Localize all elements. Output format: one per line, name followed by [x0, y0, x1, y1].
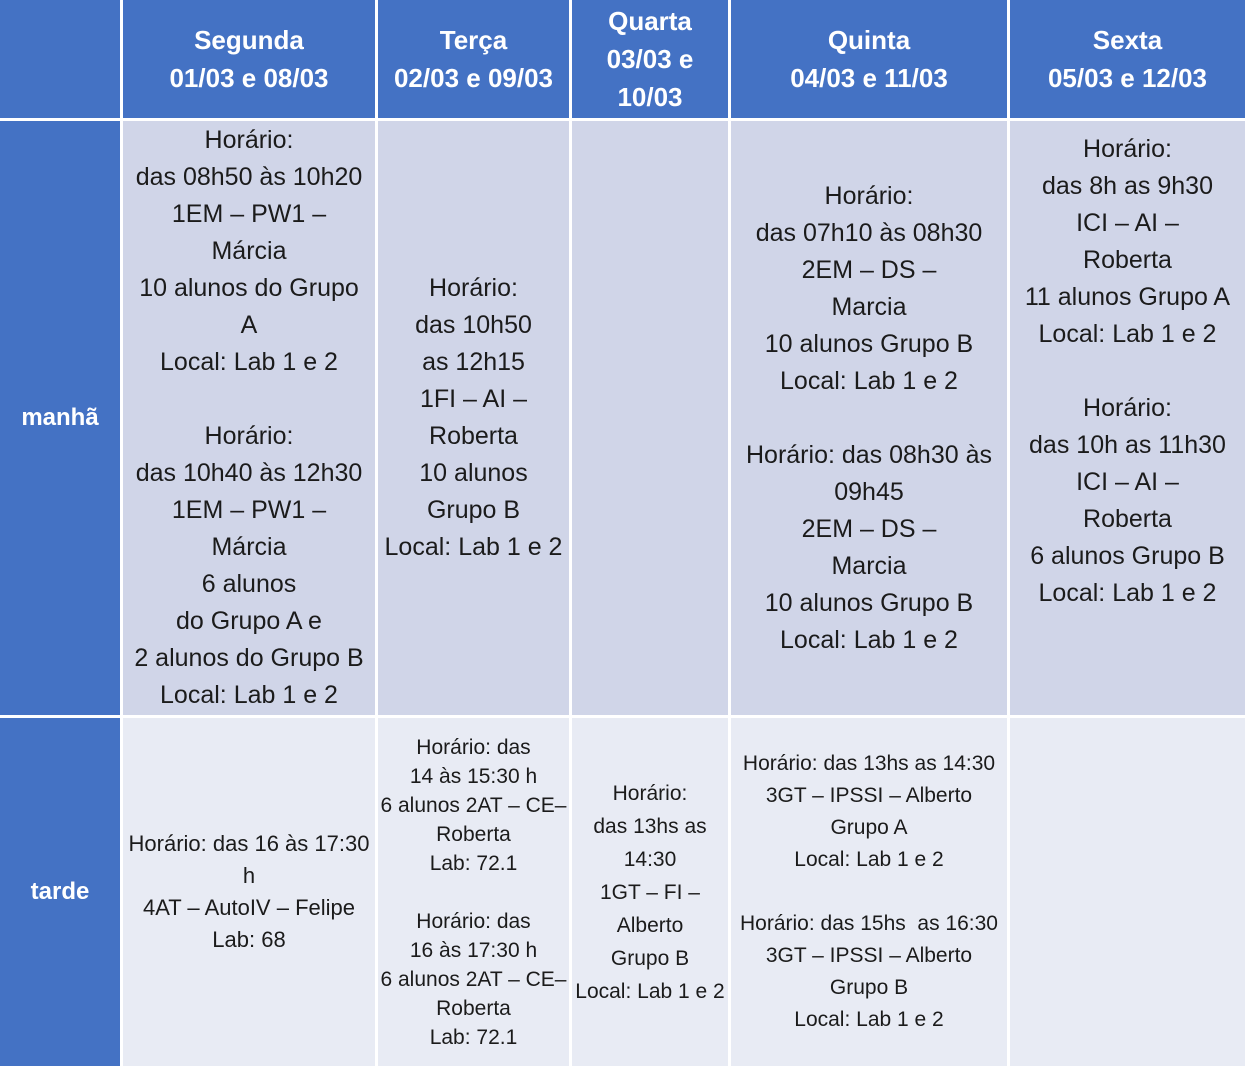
day-dates-quarta: 03/03 e 10/03	[606, 44, 694, 112]
header-segunda	[123, 0, 375, 118]
header-sexta	[1010, 0, 1245, 118]
row-label-tarde: tarde	[0, 718, 120, 1066]
day-dates-sexta: 05/03 e 12/03	[1047, 63, 1208, 93]
cell-tarde-terca: Horário: das 14 às 15:30 h 6 alunos 2AT – CE– Roberta Lab: 72.1 Horário: das 16 às 17:30 h 6 alunos 2AT – CE– Roberta Lab: 72.1	[378, 718, 569, 1066]
header-terca	[378, 0, 569, 118]
day-title-segunda: Segunda	[194, 25, 304, 55]
day-dates-terca: 02/03 e 09/03	[393, 63, 554, 93]
cell-tarde-quinta: Horário: das 13hs as 14:30 3GT – IPSSI – Alberto Grupo A Local: Lab 1 e 2 Horário: das 15hs as 16:30 3GT – IPSSI – Alberto Grupo B Local: Lab 1 e 2	[731, 718, 1007, 1066]
cell-manha-terca: Horário: das 10h50 as 12h15 1FI – AI – Roberta 10 alunos Grupo B Local: Lab 1 e 2	[378, 121, 569, 715]
cell-tarde-quarta: Horário: das 13hs as 14:30 1GT – FI – Alberto Grupo B Local: Lab 1 e 2	[572, 718, 728, 1066]
header-quinta	[731, 0, 1007, 118]
header-quarta	[572, 0, 728, 118]
day-title-quarta: Quarta	[608, 6, 692, 36]
cell-tarde-segunda: Horário: das 16 às 17:30 h 4AT – AutoIV – Felipe Lab: 68	[123, 718, 375, 1066]
day-title-terca: Terça	[439, 25, 508, 55]
cell-manha-quinta: Horário: das 07h10 às 08h30 2EM – DS – Marcia 10 alunos Grupo B Local: Lab 1 e 2 Horário: das 08h30 às 09h45 2EM – DS – Marcia 10 alunos Grupo B Local: Lab 1 e 2	[731, 121, 1007, 715]
cell-manha-quarta	[572, 121, 728, 715]
cell-tarde-sexta	[1010, 718, 1245, 1066]
cell-manha-segunda: Horário: das 08h50 às 10h20 1EM – PW1 – Márcia 10 alunos do Grupo A Local: Lab 1 e 2 Horário: das 10h40 às 12h30 1EM – PW1 – Márcia 6 alunos do Grupo A e 2 alunos do Grupo B Local: Lab 1 e 2	[123, 121, 375, 715]
day-title-sexta: Sexta	[1092, 25, 1163, 55]
corner-cell	[0, 0, 120, 118]
day-dates-quinta: 04/03 e 11/03	[790, 63, 948, 93]
day-dates-segunda: 01/03 e 08/03	[169, 63, 329, 93]
day-title-quinta: Quinta	[827, 25, 911, 55]
cell-manha-sexta: Horário: das 8h as 9h30 ICI – AI – Roberta 11 alunos Grupo A Local: Lab 1 e 2 Horário: das 10h as 11h30 ICI – AI – Roberta 6 alunos Grupo B Local: Lab 1 e 2	[1010, 121, 1245, 715]
row-label-manha: manhã	[0, 121, 120, 715]
